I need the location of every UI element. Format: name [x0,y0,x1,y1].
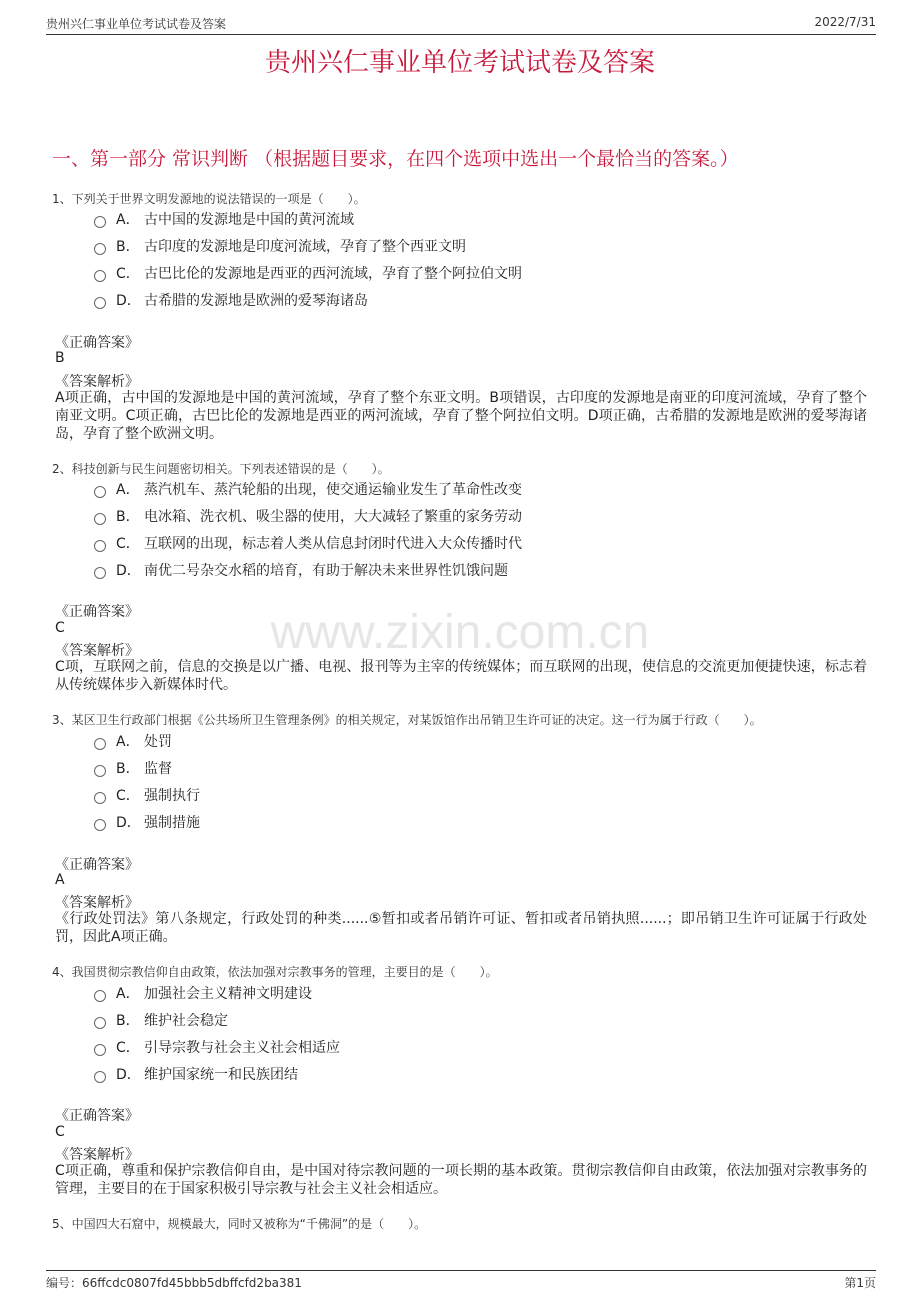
question-stem: 2、科技创新与民生问题密切相关。下列表述错误的是（ ）。 [52,462,390,476]
document-title: 贵州兴仁事业单位考试试卷及答案 [264,48,655,78]
answer-value: C [55,620,65,636]
option-b[interactable]: B． 电冰箱、洗衣机、吸尘器的使用，大大减轻了繁重的家务劳动 [94,506,522,526]
page-footer [46,1270,876,1290]
watermark: www.zixin.com.cn [270,606,650,659]
radio-icon[interactable] [94,1071,106,1083]
explanation-label: 《答案解析》 [55,643,139,659]
explanation-text: C项正确，尊重和保护宗教信仰自由，是中国对待宗教问题的一项长期的基本政策。贯彻宗教信仰自由政策，依法加强对宗教事务的管理，主要目的在于国家积极引导宗教与社会主义社会相适应。 [55,1163,867,1197]
option-a[interactable]: A． 蒸汽机车、蒸汽轮船的出现，使交通运输业发生了革命性改变 [94,479,522,499]
option-b[interactable]: B． 监督 [94,758,172,778]
radio-icon[interactable] [94,486,106,498]
radio-icon[interactable] [94,738,106,750]
question-stem: 3、某区卫生行政部门根据《公共场所卫生管理条例》的相关规定，对某饭馆作出吊销卫生许可证的决定。这一行为属于行政（ ）。 [52,713,762,727]
question-stem: 4、我国贯彻宗教信仰自由政策，依法加强对宗教事务的管理，主要目的是（ ）。 [52,965,498,979]
explanation-label: 《答案解析》 [55,895,139,911]
answer-value: B [55,350,65,366]
option-a[interactable]: A． 古中国的发源地是中国的黄河流域 [94,209,354,229]
option-d[interactable]: D． 强制措施 [94,812,200,832]
radio-icon[interactable] [94,513,106,525]
answer-label: 《正确答案》 [55,1108,139,1124]
option-c[interactable]: C． 互联网的出现，标志着人类从信息封闭时代进入大众传播时代 [94,533,522,553]
option-c[interactable]: C． 强制执行 [94,785,200,805]
option-a[interactable]: A． 加强社会主义精神文明建设 [94,983,312,1003]
radio-icon[interactable] [94,1044,106,1056]
option-b[interactable]: B． 维护社会稳定 [94,1010,228,1030]
footer-code: 编号：66ffcdc0807fd45bbb5dbffcfd2ba381 [46,1276,302,1290]
option-d[interactable]: D． 南优二号杂交水稻的培育，有助于解决未来世界性饥饿问题 [94,560,508,580]
radio-icon[interactable] [94,216,106,228]
question-stem: 1、下列关于世界文明发源地的说法错误的一项是（ ）。 [52,192,366,206]
option-b[interactable]: B． 古印度的发源地是印度河流域，孕育了整个西亚文明 [94,236,466,256]
radio-icon[interactable] [94,567,106,579]
answer-label: 《正确答案》 [55,335,139,351]
radio-icon[interactable] [94,792,106,804]
explanation-text: 《行政处罚法》第八条规定，行政处罚的种类......⑤暂扣或者吊销许可证、暂扣或者吊销执照......；即吊销卫生许可证属于行政处罚，因此A项正确。 [55,911,867,945]
option-c[interactable]: C． 古巴比伦的发源地是西亚的西河流域，孕育了整个阿拉伯文明 [94,263,522,283]
option-d[interactable]: D． 古希腊的发源地是欧洲的爱琴海诸岛 [94,290,368,310]
header-doc-title: 贵州兴仁事业单位考试试卷及答案 [46,17,227,31]
radio-icon[interactable] [94,297,106,309]
section-heading: 一、第一部分 常识判断 （根据题目要求，在四个选项中选出一个最恰当的答案。） [52,148,739,170]
explanation-text: C项，互联网之前，信息的交换是以广播、电视、报刊等为主宰的传统媒体；而互联网的出现，使信息的交流更加便捷快速，标志着从传统媒体步入新媒体时代。 [55,659,867,693]
radio-icon[interactable] [94,243,106,255]
explanation-text: A项正确，古中国的发源地是中国的黄河流域，孕育了整个东亚文明。B项错误，古印度的发源地是南亚的印度河流域，孕育了整个南亚文明。C项正确，古巴比伦的发源地是西亚的两河流域，孕育了整个阿拉伯文明。D项正确，古希腊的发源地是欧洲的爱琴海诸岛，孕育了整个欧洲文明。 [55,390,867,442]
option-d[interactable]: D． 维护国家统一和民族团结 [94,1064,298,1084]
radio-icon[interactable] [94,540,106,552]
answer-label: 《正确答案》 [55,857,139,873]
radio-icon[interactable] [94,270,106,282]
footer-page-number: 第1页 [844,1276,876,1290]
answer-value: A [55,872,65,888]
answer-value: C [55,1124,65,1140]
radio-icon[interactable] [94,990,106,1002]
option-c[interactable]: C． 引导宗教与社会主义社会相适应 [94,1037,340,1057]
question-stem: 5、中国四大石窟中，规模最大，同时又被称为“千佛洞”的是（ ）。 [52,1217,427,1231]
explanation-label: 《答案解析》 [55,1147,139,1163]
answer-label: 《正确答案》 [55,604,139,620]
page-header [46,12,876,35]
option-a[interactable]: A． 处罚 [94,731,172,751]
radio-icon[interactable] [94,819,106,831]
radio-icon[interactable] [94,1017,106,1029]
header-date: 2022/7/31 [814,15,876,29]
explanation-label: 《答案解析》 [55,374,139,390]
radio-icon[interactable] [94,765,106,777]
